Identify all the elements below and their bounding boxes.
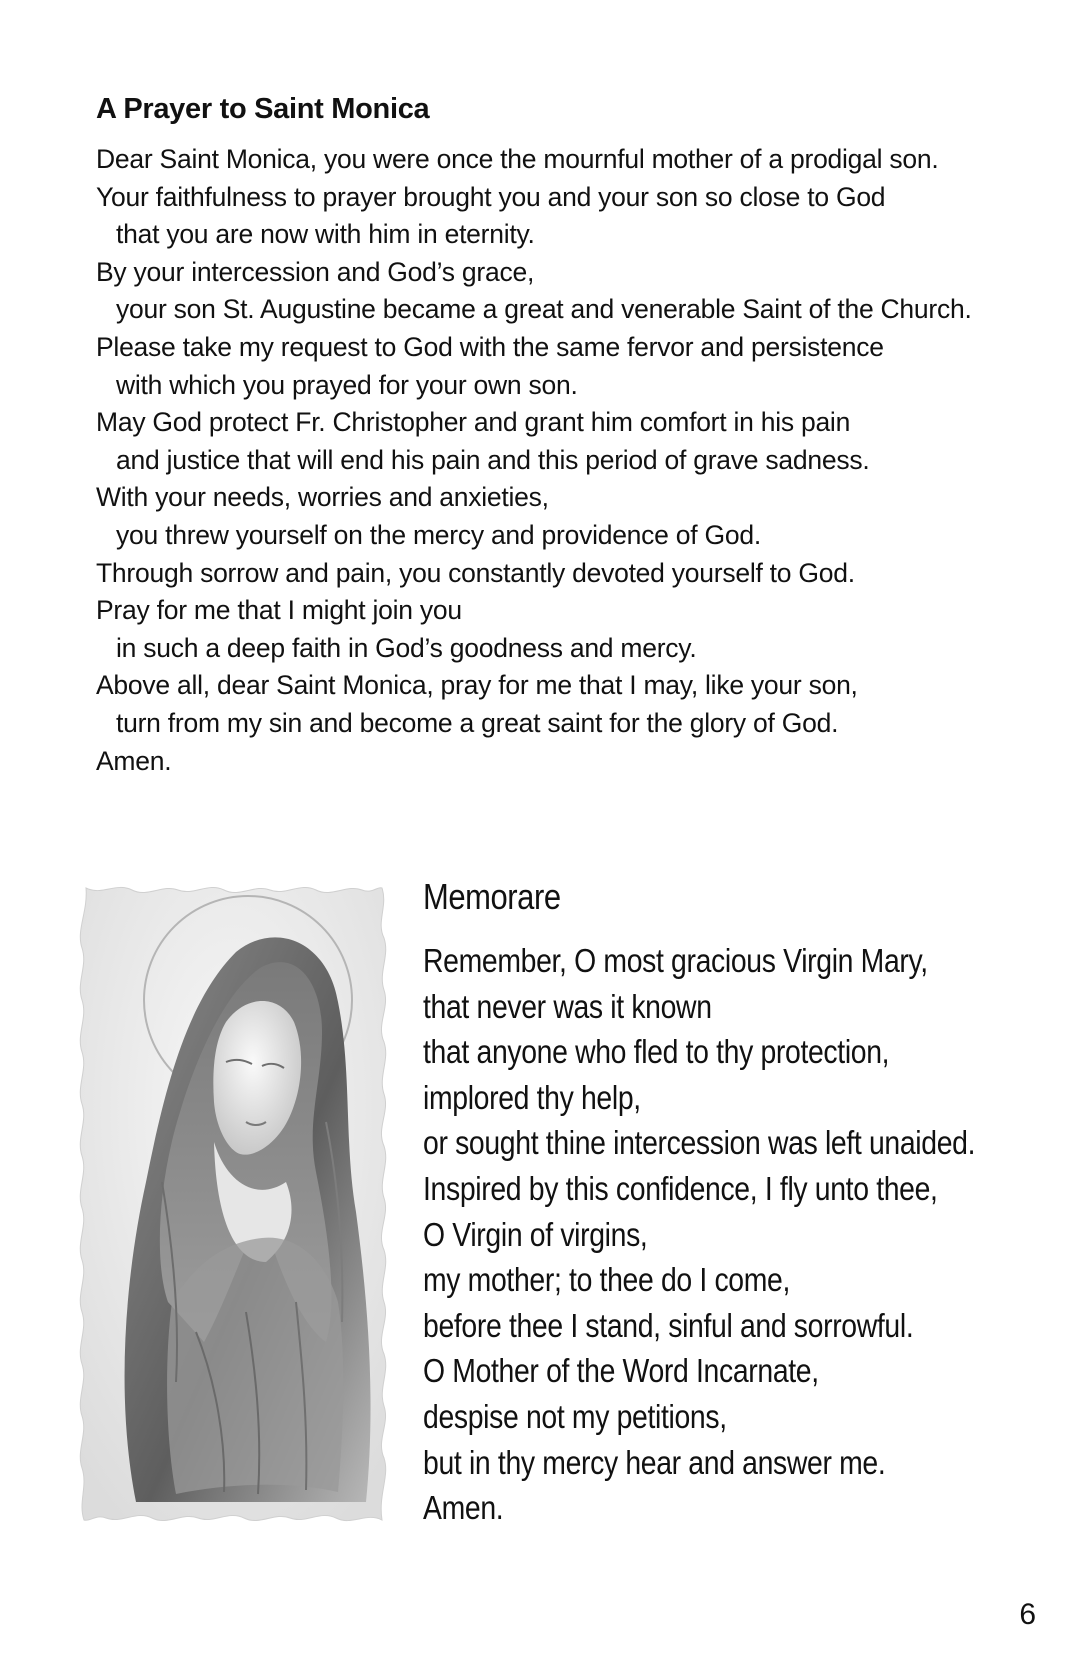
- prayer-line: By your intercession and God’s grace,: [96, 256, 535, 287]
- memorare-line: but in thy mercy hear and answer me.: [423, 1443, 886, 1481]
- memorare-title: Memorare: [423, 876, 561, 917]
- prayer-line: and justice that will end his pain and this period of grave sadness.: [116, 444, 870, 475]
- memorare-line: Inspired by this confidence, I fly unto thee,: [423, 1169, 938, 1207]
- memorare-line: that never was it known: [423, 987, 712, 1025]
- prayer-line: Your faithfulness to prayer brought you and your son so close to God: [96, 181, 886, 212]
- prayer-line: Pray for me that I might join you: [96, 595, 462, 626]
- memorare-line: Remember, O most gracious Virgin Mary,: [423, 942, 928, 979]
- prayer-line: in such a deep faith in God’s goodness and mercy.: [116, 632, 697, 663]
- prayer-line: that you are now with him in eternity.: [116, 219, 535, 250]
- prayer-line: May God protect Fr. Christopher and grant him comfort in his pain: [96, 407, 851, 438]
- prayer-line: Please take my request to God with the same fervor and persistence: [96, 331, 884, 362]
- memorare-line: my mother; to thee do I come,: [423, 1261, 791, 1299]
- memorare-line: O Mother of the Word Incarnate,: [423, 1352, 819, 1390]
- prayer-line: Above all, dear Saint Monica, pray for me that I may, like your son,: [96, 670, 858, 701]
- prayer-title: A Prayer to Saint Monica: [96, 93, 430, 125]
- memorare-line: that anyone who fled to thy protection,: [423, 1033, 890, 1071]
- memorare-line: O Virgin of virgins,: [423, 1215, 648, 1253]
- page-number: 6: [1019, 1598, 1036, 1631]
- prayer-line: with which you prayed for your own son.: [116, 369, 578, 400]
- memorare-line: Amen.: [423, 1489, 504, 1527]
- virgin-mary-holy-card-image: [76, 882, 390, 1526]
- memorare-line: before thee I stand, sinful and sorrowful.: [423, 1306, 914, 1344]
- prayer-line: turn from my sin and become a great saint for the glory of God.: [116, 707, 839, 738]
- memorare-line: implored thy help,: [423, 1078, 641, 1116]
- memorare-line: or sought thine intercession was left unaided.: [423, 1124, 976, 1162]
- prayer-line: your son St. Augustine became a great and venerable Saint of the Church.: [116, 294, 972, 325]
- prayer-line: Amen.: [96, 745, 172, 776]
- prayer-line: With your needs, worries and anxieties,: [96, 482, 549, 513]
- memorare-line: despise not my petitions,: [423, 1397, 727, 1435]
- prayer-memorare: [423, 876, 1063, 1531]
- prayer-line: Dear Saint Monica, you were once the mournful mother of a prodigal son.: [96, 144, 939, 174]
- virgin-mary-illustration: [76, 882, 390, 1526]
- prayer-line: you threw yourself on the mercy and providence of God.: [116, 519, 761, 550]
- prayer-line: Through sorrow and pain, you constantly devoted yourself to God.: [96, 557, 855, 588]
- prayer-saint-monica: [96, 92, 1056, 780]
